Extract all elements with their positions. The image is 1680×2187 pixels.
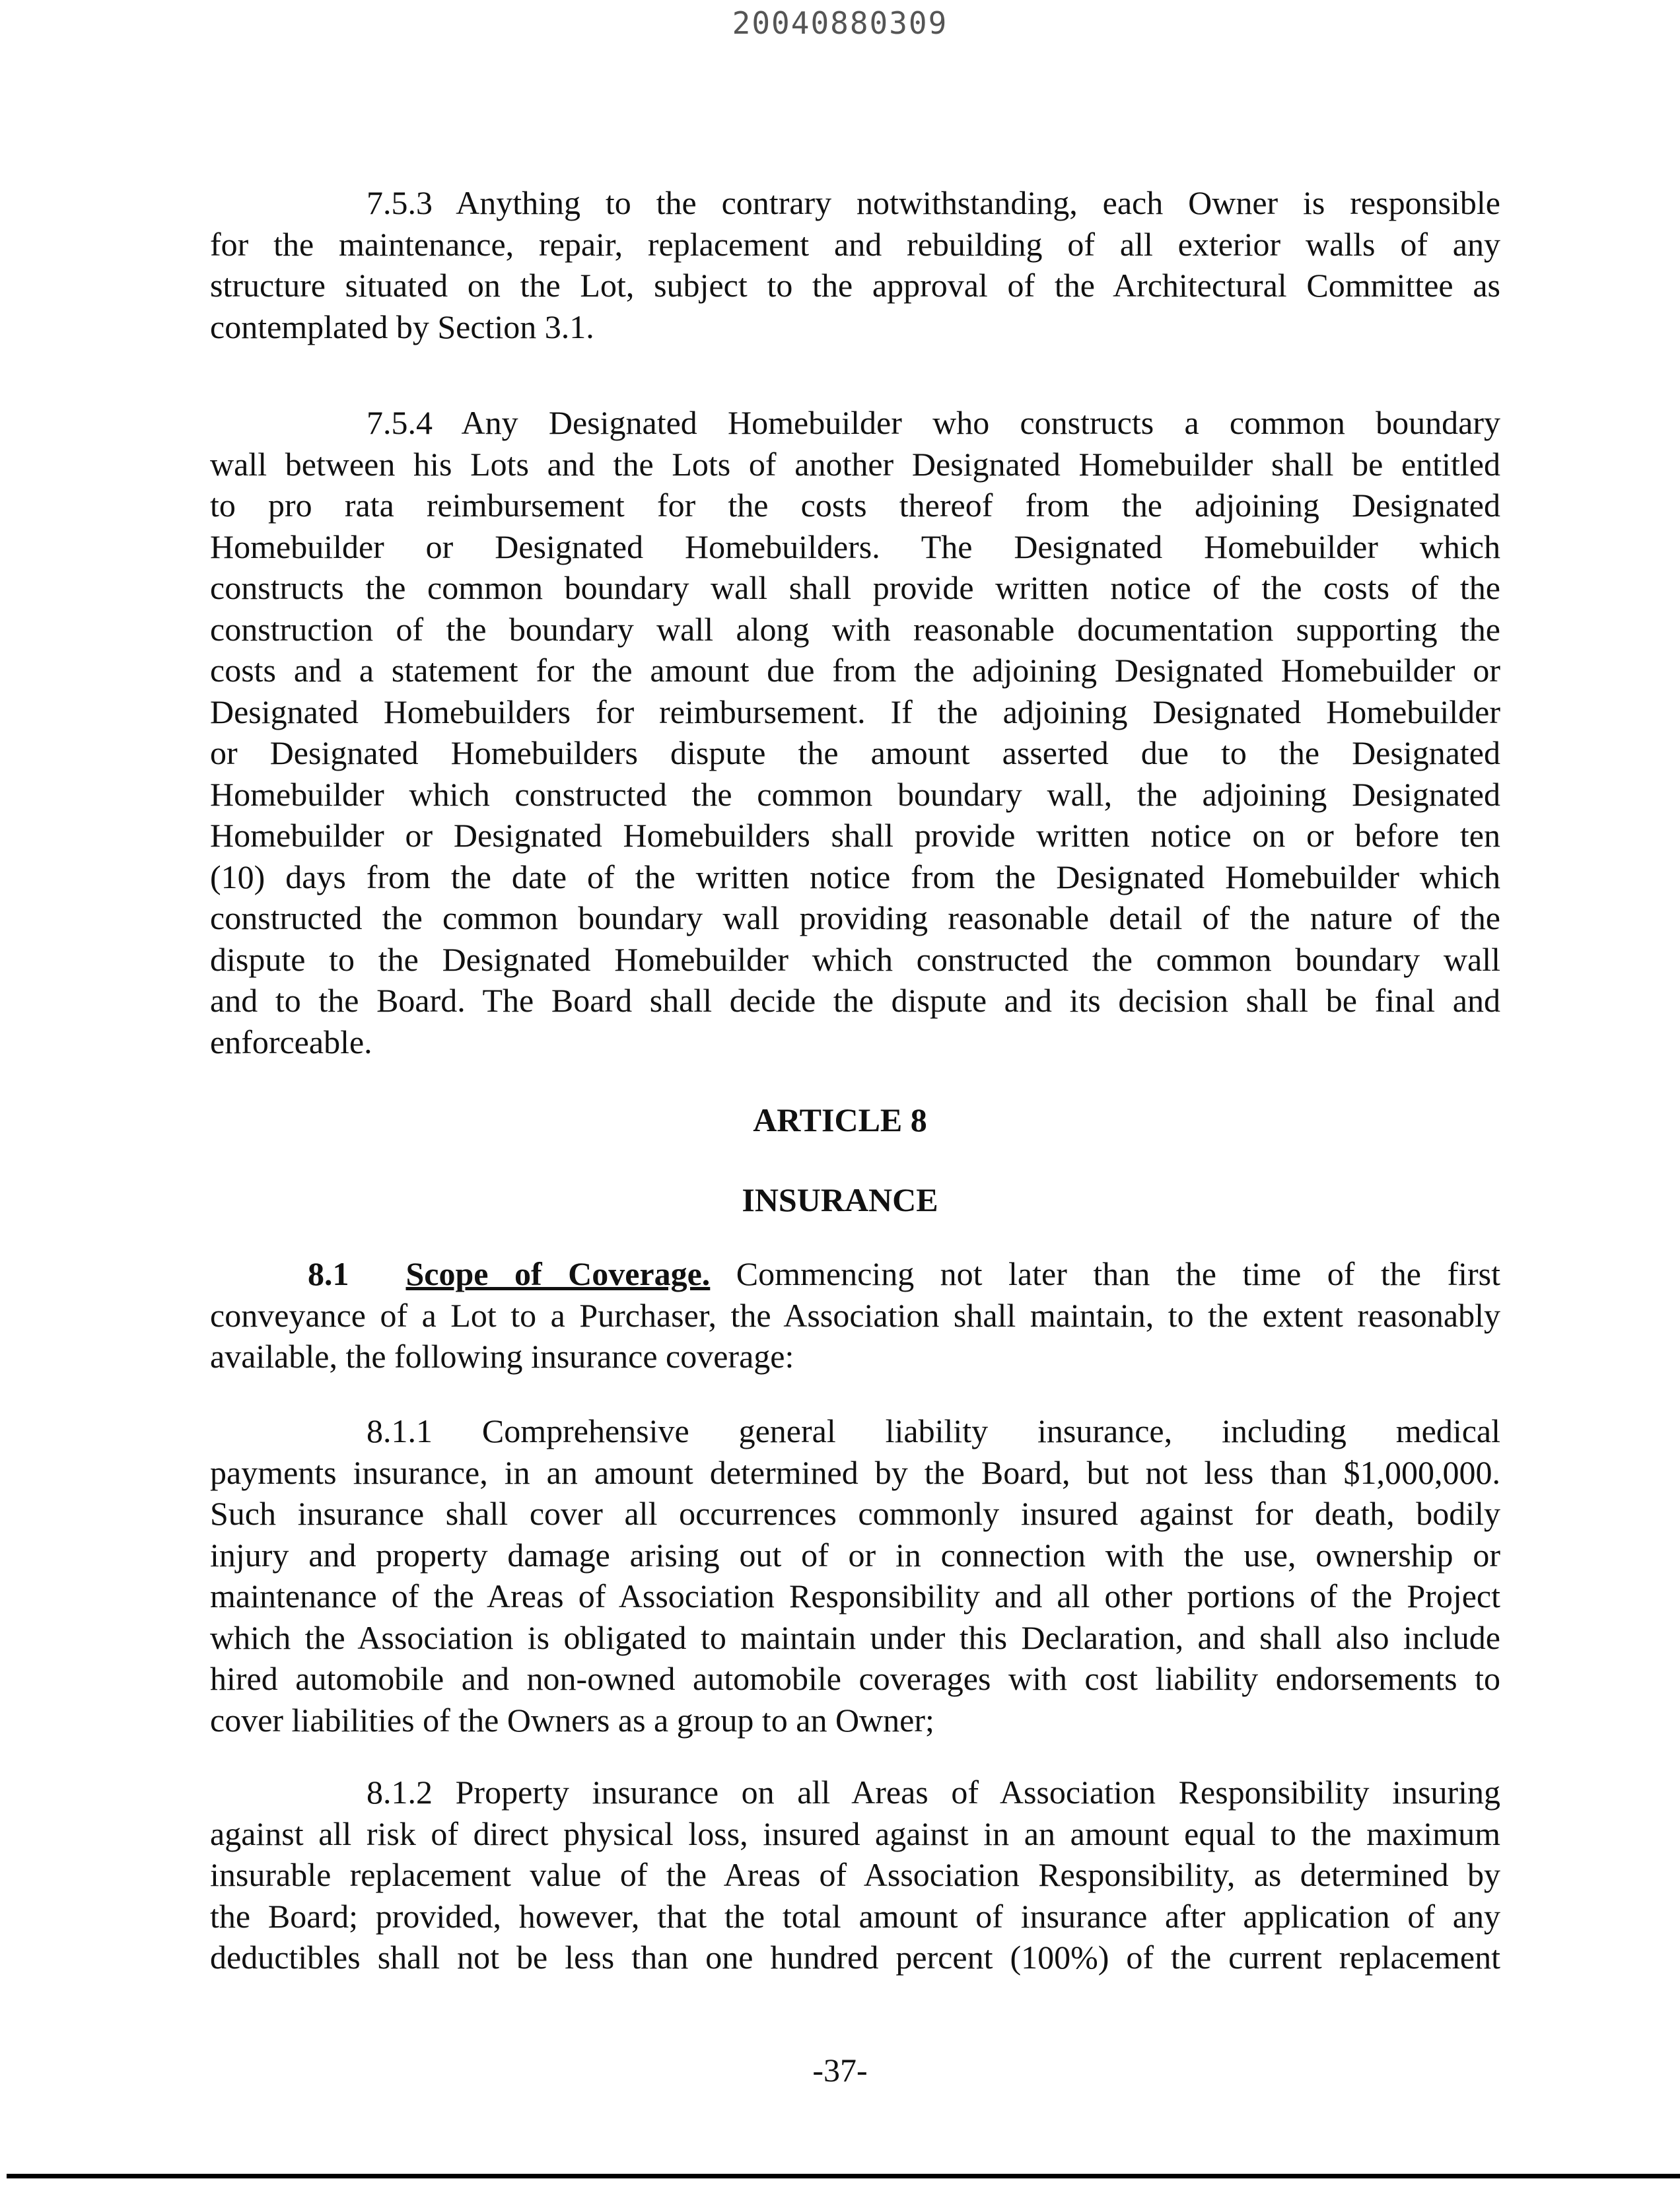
text-line: constructed the common boundary wall providing reasonable detail of the nature of the xyxy=(210,899,1500,936)
section-7-5-4 xyxy=(210,402,1500,1062)
text-line: enforceable. xyxy=(210,1023,372,1060)
text-line: 8.1.2 Property insurance on all Areas of Association Responsibility insuring xyxy=(367,1774,1500,1811)
text-line: (10) days from the date of the written notice from the Designated Homebuilder which xyxy=(210,858,1500,895)
text-line: constructs the common boundary wall shall provide written notice of the costs of the xyxy=(210,569,1500,606)
text-line: insurable replacement value of the Areas of Association Responsibility, as determined by xyxy=(210,1856,1500,1893)
text-line: conveyance of a Lot to a Purchaser, the Association shall maintain, to the extent reasonably xyxy=(210,1296,1500,1334)
text-line: costs and a statement for the amount due from the adjoining Designated Homebuilder or xyxy=(210,652,1500,689)
text-line: which the Association is obligated to maintain under this Declaration, and shall also include xyxy=(210,1618,1500,1656)
section-8-1-2 xyxy=(210,1772,1500,1978)
bottom-rule xyxy=(7,2174,1680,2178)
text-line: Such insurance shall cover all occurrences commonly insured against for death, bodily xyxy=(210,1495,1500,1532)
section-number: 8.1 xyxy=(308,1255,349,1292)
document-number: 20040880309 xyxy=(732,5,948,41)
text-line: maintenance of the Areas of Association Responsibility and all other portions of the Project xyxy=(210,1578,1500,1614)
text-line: structure situated on the Lot, subject to the approval of the Architectural Committee as xyxy=(210,267,1500,304)
text-span: Commencing not later than the time of the first xyxy=(736,1255,1501,1292)
text-line: deductibles shall not be less than one hundred percent (100%) of the current replacement xyxy=(210,1939,1500,1976)
text-line: the Board; provided, however, that the total amount of insurance after application of any xyxy=(210,1897,1500,1935)
text-line: Homebuilder or Designated Homebuilders. The Designated Homebuilder which xyxy=(210,528,1500,565)
text-line: contemplated by Section 3.1. xyxy=(210,308,594,345)
section-7-5-3 xyxy=(210,182,1500,347)
text-line: construction of the boundary wall along with reasonable documentation supporting the xyxy=(210,610,1500,648)
text-line: 7.5.3 Anything to the contrary notwithstanding, each Owner is responsible xyxy=(367,184,1500,221)
text-line: Homebuilder which constructed the common boundary wall, the adjoining Designated xyxy=(210,775,1500,813)
text-line: Designated Homebuilders for reimbursement. If the adjoining Designated Homebuilder xyxy=(210,693,1500,730)
page-number: -37- xyxy=(812,2052,868,2089)
text-line: Homebuilder or Designated Homebuilders shall provide written notice on or before ten xyxy=(210,817,1500,854)
section-8-1 xyxy=(210,1253,1500,1377)
section-title: Scope of Coverage. xyxy=(405,1255,711,1292)
text-line xyxy=(210,1253,1500,1295)
text-line: or Designated Homebuilders dispute the amount asserted due to the Designated xyxy=(210,734,1500,771)
text-line: to pro rata reimbursement for the costs thereof from the adjoining Designated xyxy=(210,487,1500,524)
text-line: and to the Board. The Board shall decide the dispute and its decision shall be final and xyxy=(210,982,1500,1019)
section-8-1-1 xyxy=(210,1410,1500,1741)
text-line: 7.5.4 Any Designated Homebuilder who constructs a common boundary xyxy=(367,404,1500,441)
text-line: cover liabilities of the Owners as a group to an Owner; xyxy=(210,1701,934,1739)
text-line: for the maintenance, repair, replacement and rebuilding of all exterior walls of any xyxy=(210,225,1500,263)
text-line: payments insurance, in an amount determined by the Board, but not less than $1,000,000. xyxy=(210,1453,1500,1491)
text-line: injury and property damage arising out of or in connection with the use, ownership or xyxy=(210,1536,1500,1574)
text-line: hired automobile and non-owned automobile coverages with cost liability endorsements to xyxy=(210,1660,1500,1697)
text-line: against all risk of direct physical loss, insured against in an amount equal to the maximum xyxy=(210,1815,1500,1852)
text-line: available, the following insurance coverage: xyxy=(210,1338,794,1375)
text-line: wall between his Lots and the Lots of another Designated Homebuilder shall be entitled xyxy=(210,445,1500,483)
text-line: 8.1.1 Comprehensive general liability insurance, including medical xyxy=(367,1412,1500,1449)
article-title: INSURANCE xyxy=(742,1181,938,1218)
text-line: dispute to the Designated Homebuilder which constructed the common boundary wall xyxy=(210,940,1500,978)
article-heading: ARTICLE 8 xyxy=(753,1101,927,1138)
